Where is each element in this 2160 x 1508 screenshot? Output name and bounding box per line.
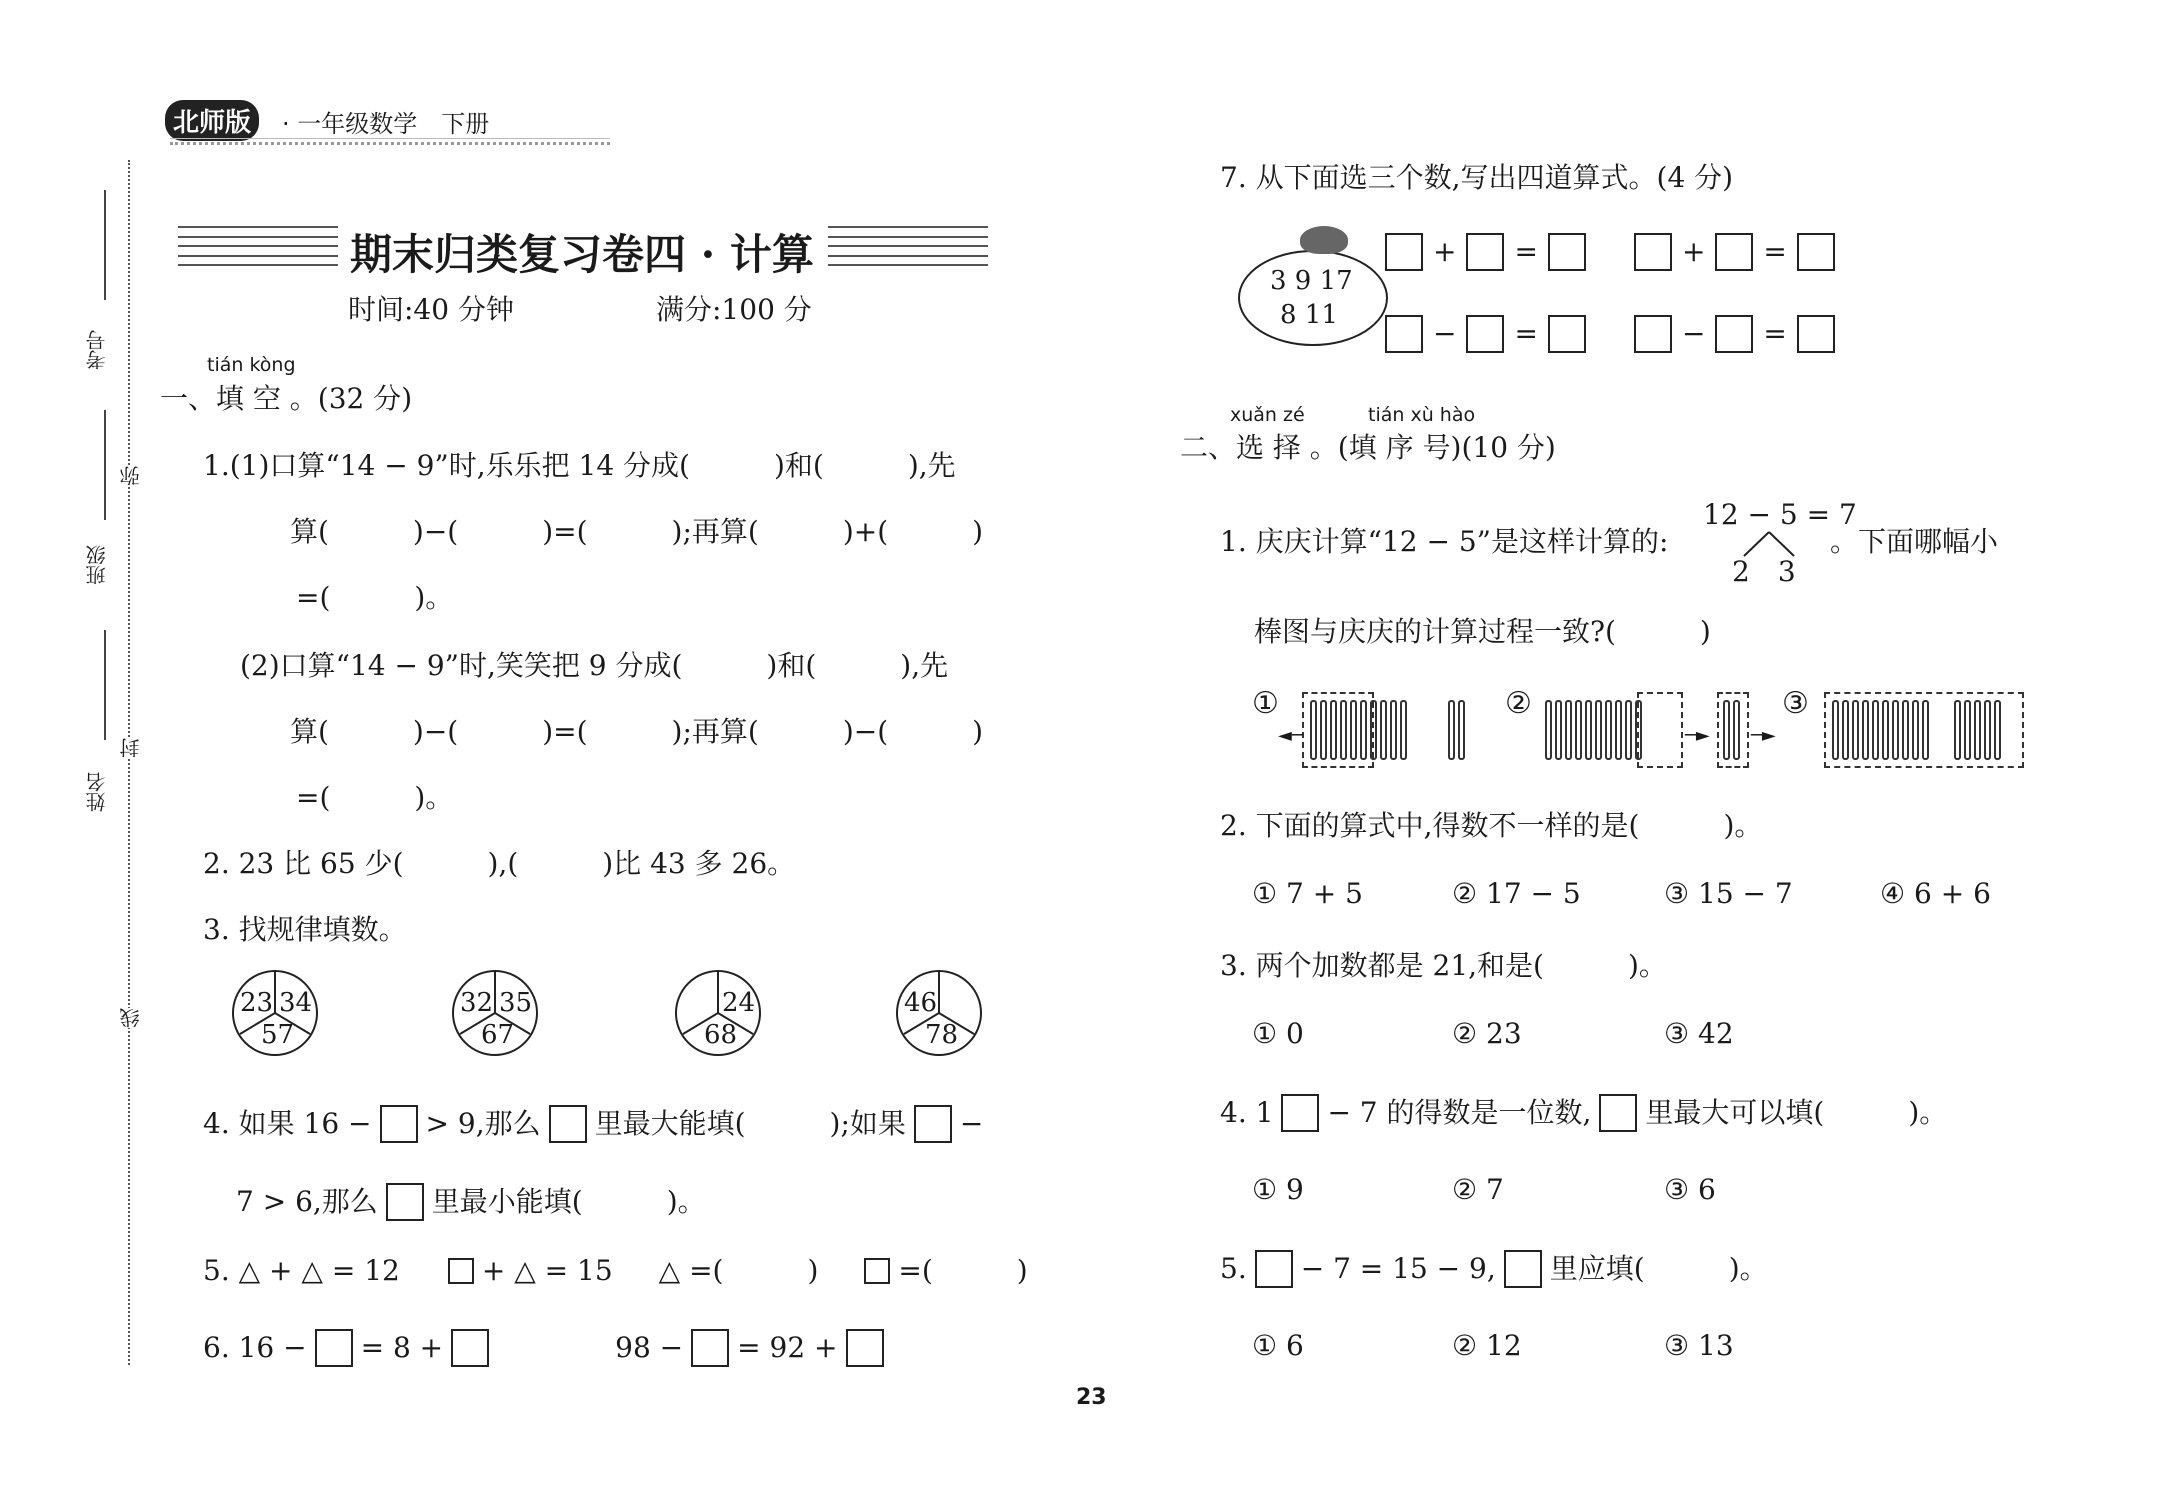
section1-heading: 一、填 空 。(32 分) [160,382,413,415]
title-band-left [178,226,338,266]
q7-row1 [1385,233,1835,271]
q4-part-a: 4. 如果 16 − [203,1107,372,1140]
sticks-two [1723,700,1743,764]
answer-box[interactable] [315,1329,353,1367]
s2-q2-opt4[interactable]: ④ 6 + 6 [1880,877,1991,910]
sticks-two [1448,700,1468,764]
seal-feng: 封 [116,738,145,758]
circle-number-b: 24 [722,988,756,1018]
circle-number-b: 34 [279,988,313,1018]
q4-part-f: 里最小能填( )。 [431,1185,706,1218]
sticks-ten [1832,700,1932,764]
q1-1-line3: =( )。 [296,581,454,614]
s2-q5-opt2[interactable]: ② 12 [1452,1329,1522,1362]
q6-part-b: = 8 + [360,1331,444,1364]
circle-number-a: 32 [460,988,494,1018]
equals-sign: = [1514,317,1538,350]
s2-q2-text: 2. 下面的算式中,得数不一样的是( )。 [1220,809,1763,842]
s2-q1-text-b: 。下面哪幅小 [1830,525,1999,558]
q5-part-c: △ =( ) [658,1254,819,1287]
exam-time: 时间:40 分钟 [348,293,514,326]
q3-text: 3. 找规律填数。 [203,913,407,946]
circle-number-c: 78 [925,1020,959,1050]
answer-box[interactable] [1385,233,1423,271]
q1-1-line1: 1.(1)口算“14 − 9”时,乐乐把 14 分成( )和( ),先 [203,449,956,482]
option-1-label: ① [1252,686,1279,721]
q6-part-d: = 92 + [737,1331,838,1364]
page-title: 期末归类复习卷四 · 计算 [350,230,814,279]
title-band-right [828,226,988,266]
leaf-cluster-icon [1300,226,1348,254]
q2-text: 2. 23 比 65 少( ),( )比 43 多 26。 [203,847,796,880]
s2-q5-part-c: 里应填( )。 [1549,1252,1768,1285]
book-series: · 一年级数学 下册 [282,110,490,138]
sticks-five [1954,700,2004,764]
circle-number-c: 57 [261,1020,295,1050]
answer-box[interactable] [1466,315,1504,353]
s2-q4-part-b: − 7 的得数是一位数, [1327,1096,1592,1129]
circle-number-c: 68 [704,1020,738,1050]
exam-score: 满分:100 分 [656,293,812,326]
pattern-circle [232,970,318,1056]
plus-sign: + [1681,235,1706,268]
section2-heading: 二、选 择 。(填 序 号)(10 分) [1180,431,1556,464]
page-number: 23 [1076,1385,1107,1410]
square-symbol [448,1258,474,1284]
class-label: 班级 [85,545,109,585]
class-line [104,410,106,520]
name-line [104,630,106,740]
answer-box[interactable] [1548,233,1586,271]
answer-box[interactable] [386,1183,424,1221]
q1-2-line1: (2)口算“14 − 9”时,笑笑把 9 分成( )和( ),先 [240,649,949,682]
answer-box[interactable] [1715,315,1753,353]
answer-box[interactable] [914,1105,952,1143]
answer-box[interactable] [1385,315,1423,353]
arrow-right-icon: ─► [1751,725,1776,746]
seal-mi: 弥 [116,466,145,486]
stick-figure-1[interactable] [1278,692,1490,768]
s2-q5-opt1[interactable]: ① 6 [1252,1329,1304,1362]
q1-2-line3: =( )。 [296,781,454,814]
s2-q5-line [1220,1250,1768,1288]
s2-q1-equation: 12 − 5 = 7 [1703,498,1857,531]
q4-line2 [236,1183,706,1221]
s2-q4-line [1220,1094,1947,1132]
sticks-ten [1310,700,1410,764]
q4-part-d: − [959,1107,984,1140]
q4-part-c: 里最大能填( );如果 [594,1107,906,1140]
pattern-circle [675,970,761,1056]
number-oval [1238,250,1388,346]
q7-text: 7. 从下面选三个数,写出四道算式。(4 分) [1220,161,1734,194]
q5-part-d: =( ) [898,1254,1028,1287]
badge-text: 北师版 [165,100,259,141]
s2-q2-opt1[interactable]: ① 7 + 5 [1252,877,1363,910]
s2-q4-opt3[interactable]: ③ 6 [1664,1173,1716,1206]
exam-no-line [104,190,106,300]
s2-q1-text-c: 棒图与庆庆的计算过程一致?( ) [1254,615,1711,648]
publisher-badge [165,100,259,141]
q4-part-e: 7 > 6,那么 [236,1185,378,1218]
answer-box[interactable] [846,1329,884,1367]
circle-number-c: 67 [481,1020,515,1050]
dashed-group [1637,692,1683,768]
s2-q4-part-a: 4. 1 [1220,1096,1274,1129]
option-2-label: ② [1505,686,1532,721]
seal-xian: 线 [116,1008,145,1028]
answer-box[interactable] [451,1329,489,1367]
q1-1-line2: 算( )−( )=( );再算( )+( ) [290,515,984,548]
plus-sign: + [1433,235,1457,268]
section1-pinyin: tián kòng [207,354,296,376]
s2-q2-opt3[interactable]: ③ 15 − 7 [1664,877,1793,910]
answer-box[interactable] [1504,1250,1542,1288]
answer-box[interactable] [1548,315,1586,353]
minus-sign: − [1681,317,1706,350]
arrow-right-icon: ─► [1685,725,1710,746]
section2-pinyin-2: tián xù hào [1368,404,1476,426]
oval-numbers-bottom: 8 11 [1280,300,1338,330]
s2-q5-opt3[interactable]: ③ 13 [1664,1329,1734,1362]
equals-sign: = [1763,235,1787,268]
q6-line [203,1329,884,1367]
header-rule [170,138,610,139]
answer-box[interactable] [1715,233,1753,271]
sticks-ten [1545,700,1645,764]
answer-box[interactable] [1634,233,1672,271]
s2-q4-opt1[interactable]: ① 9 [1252,1173,1304,1206]
circle-number-b: 35 [499,988,533,1018]
answer-box[interactable] [1281,1094,1319,1132]
answer-box[interactable] [1634,315,1672,353]
stick-figure-3[interactable] [1824,692,2024,768]
s2-q4-opt2[interactable]: ② 7 [1452,1173,1504,1206]
q4-line1 [203,1105,983,1143]
answer-box[interactable] [1797,315,1835,353]
s2-q3-opt3[interactable]: ③ 42 [1664,1017,1734,1050]
header-dots [170,142,610,145]
stick-figure-2[interactable] [1545,692,1776,768]
s2-q3-opt2[interactable]: ② 23 [1452,1017,1522,1050]
q4-part-b: > 9,那么 [425,1107,541,1140]
square-symbol [864,1258,890,1284]
answer-box[interactable] [1599,1094,1637,1132]
s2-q5-part-b: − 7 = 15 − 9, [1300,1252,1496,1285]
s2-q5-part-a: 5. [1220,1252,1247,1285]
q6-part-c: 98 − [615,1331,684,1364]
circle-number-a: 23 [240,988,274,1018]
q5-part-a: 5. △ + △ = 12 [203,1254,400,1287]
oval-numbers-top: 3 9 17 [1270,266,1353,296]
equals-sign: = [1763,317,1787,350]
answer-box[interactable] [1797,233,1835,271]
s2-q1-split: 2 3 [1732,555,1796,588]
exam-no-label: 考号 [85,330,109,370]
s2-q3-text: 3. 两个加数都是 21,和是( )。 [1220,949,1667,982]
equals-sign: = [1514,235,1538,268]
binding-dotted-line [128,160,130,1365]
q5-line [203,1254,1028,1287]
arrow-left-icon: ◄─ [1278,725,1303,746]
name-label: 姓名 [85,772,109,812]
q5-part-b: + △ = 15 [481,1254,613,1287]
minus-sign: − [1433,317,1457,350]
answer-box[interactable] [1466,233,1504,271]
section2-pinyin-1: xuǎn zé [1230,404,1305,426]
s2-q1-text-a: 1. 庆庆计算“12 − 5”是这样计算的: [1220,525,1669,558]
pattern-circle [452,970,538,1056]
q6-part-a: 6. 16 − [203,1331,307,1364]
option-3-label: ③ [1782,686,1809,721]
q1-2-line2: 算( )−( )=( );再算( )−( ) [290,715,984,748]
answer-box[interactable] [691,1329,729,1367]
answer-box[interactable] [549,1105,587,1143]
s2-q2-opt2[interactable]: ② 17 − 5 [1452,877,1581,910]
pattern-circle [896,970,982,1056]
s2-q4-part-c: 里最大可以填( )。 [1645,1096,1948,1129]
answer-box[interactable] [380,1105,418,1143]
circle-number-a: 46 [904,988,938,1018]
q7-row2 [1385,315,1835,353]
s2-q3-opt1[interactable]: ① 0 [1252,1017,1304,1050]
answer-box[interactable] [1255,1250,1293,1288]
